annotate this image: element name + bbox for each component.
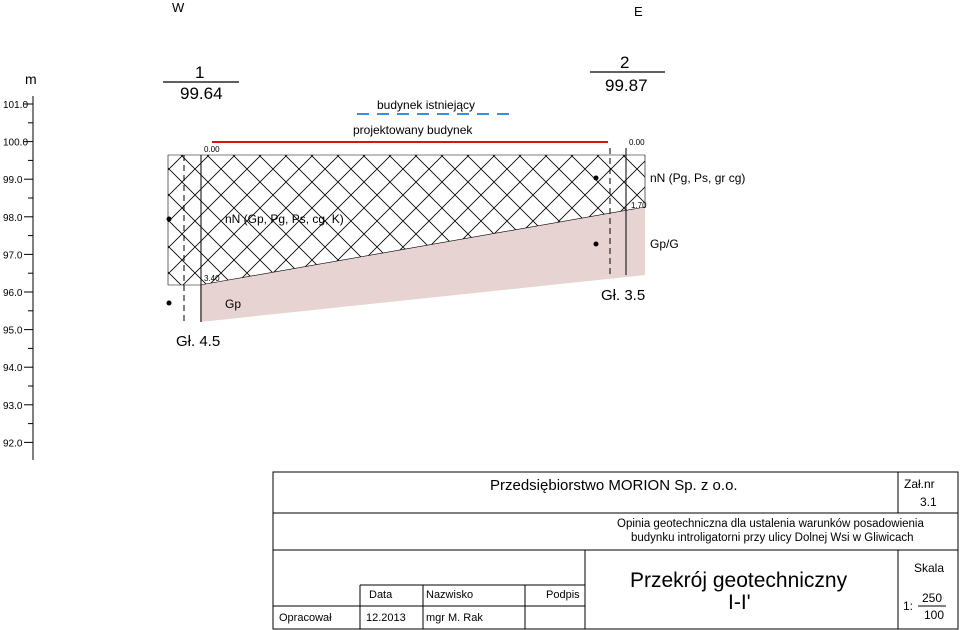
axis-tick-label: 94.0	[3, 363, 23, 375]
prepared-name: mgr M. Rak	[426, 612, 483, 624]
borehole-2-elevation: 99.87	[605, 76, 648, 95]
sample-point	[594, 242, 599, 247]
header-date: Data	[369, 589, 393, 601]
borehole-2-depth-label: Gł. 3.5	[601, 287, 646, 304]
scale-label: Skala	[914, 561, 945, 575]
scale-prefix: 1:	[903, 599, 914, 613]
drawing-title: Przekrój geotechniczny	[630, 569, 848, 592]
borehole-1-top-depth: 0.00	[204, 145, 220, 154]
header-name: Nazwisko	[426, 589, 474, 601]
attachment-number: 3.1	[920, 495, 937, 509]
drawing-section: I-I'	[728, 591, 751, 614]
axis-tick-label: 98.0	[3, 212, 23, 224]
axis-tick-label: 97.0	[3, 250, 23, 262]
axis-tick-label: 93.0	[3, 400, 23, 412]
east-direction-label: E	[634, 4, 643, 19]
description-line-2: budynku introligatorni przy ulicy Dolnej Wsi w Gliwicach	[631, 532, 914, 544]
axis-tick-label: 101.0	[3, 100, 29, 111]
header-signature: Podpis	[546, 589, 580, 601]
title-block	[273, 472, 958, 629]
fill-layer-right-label: nN (Pg, Ps, gr cg)	[650, 171, 746, 185]
borehole-1-depth-label: Gł. 4.5	[176, 333, 221, 350]
west-direction-label: W	[172, 0, 185, 15]
prepared-date: 12.2013	[366, 612, 406, 624]
sample-point	[167, 301, 172, 306]
scale-horizontal: 250	[922, 591, 943, 605]
axis-tick-label: 92.0	[3, 438, 23, 450]
axis-ticks	[3, 100, 33, 449]
borehole-1-layer-depth: 3.40	[204, 274, 220, 283]
borehole-1-number: 1	[195, 63, 205, 82]
elevation-axis	[3, 71, 37, 460]
borehole-2-layer-depth: 1.70	[631, 201, 647, 210]
axis-unit: m	[25, 71, 37, 87]
sample-point	[167, 217, 172, 222]
lower-layer-right-label: Gp/G	[650, 237, 679, 251]
planned-building-label: projektowany budynek	[353, 123, 473, 137]
axis-tick-label: 99.0	[3, 175, 23, 187]
borehole-2-number: 2	[620, 53, 630, 72]
scale-vertical: 100	[924, 608, 945, 622]
axis-tick-label: 96.0	[3, 288, 23, 299]
attachment-label: Zał.nr	[904, 477, 935, 491]
description-line-1: Opinia geotechniczna dla ustalenia warunków posadowienia	[617, 518, 924, 530]
company-name: Przedsiębiorstwo MORION Sp. z o.o.	[490, 477, 738, 494]
axis-tick-label: 95.0	[3, 325, 23, 337]
existing-building-label: budynek istniejący	[377, 98, 476, 112]
axis-tick-label: 100.0	[3, 137, 29, 149]
prepared-label: Opracował	[279, 612, 332, 624]
borehole-1-elevation: 99.64	[180, 84, 223, 103]
lower-layer-left-label: Gp	[225, 297, 242, 311]
fill-layer-left-label: nN (Gp, Pg, Ps, cg, K)	[225, 212, 344, 226]
sample-point	[594, 176, 599, 181]
borehole-2-top-depth: 0.00	[629, 138, 645, 147]
